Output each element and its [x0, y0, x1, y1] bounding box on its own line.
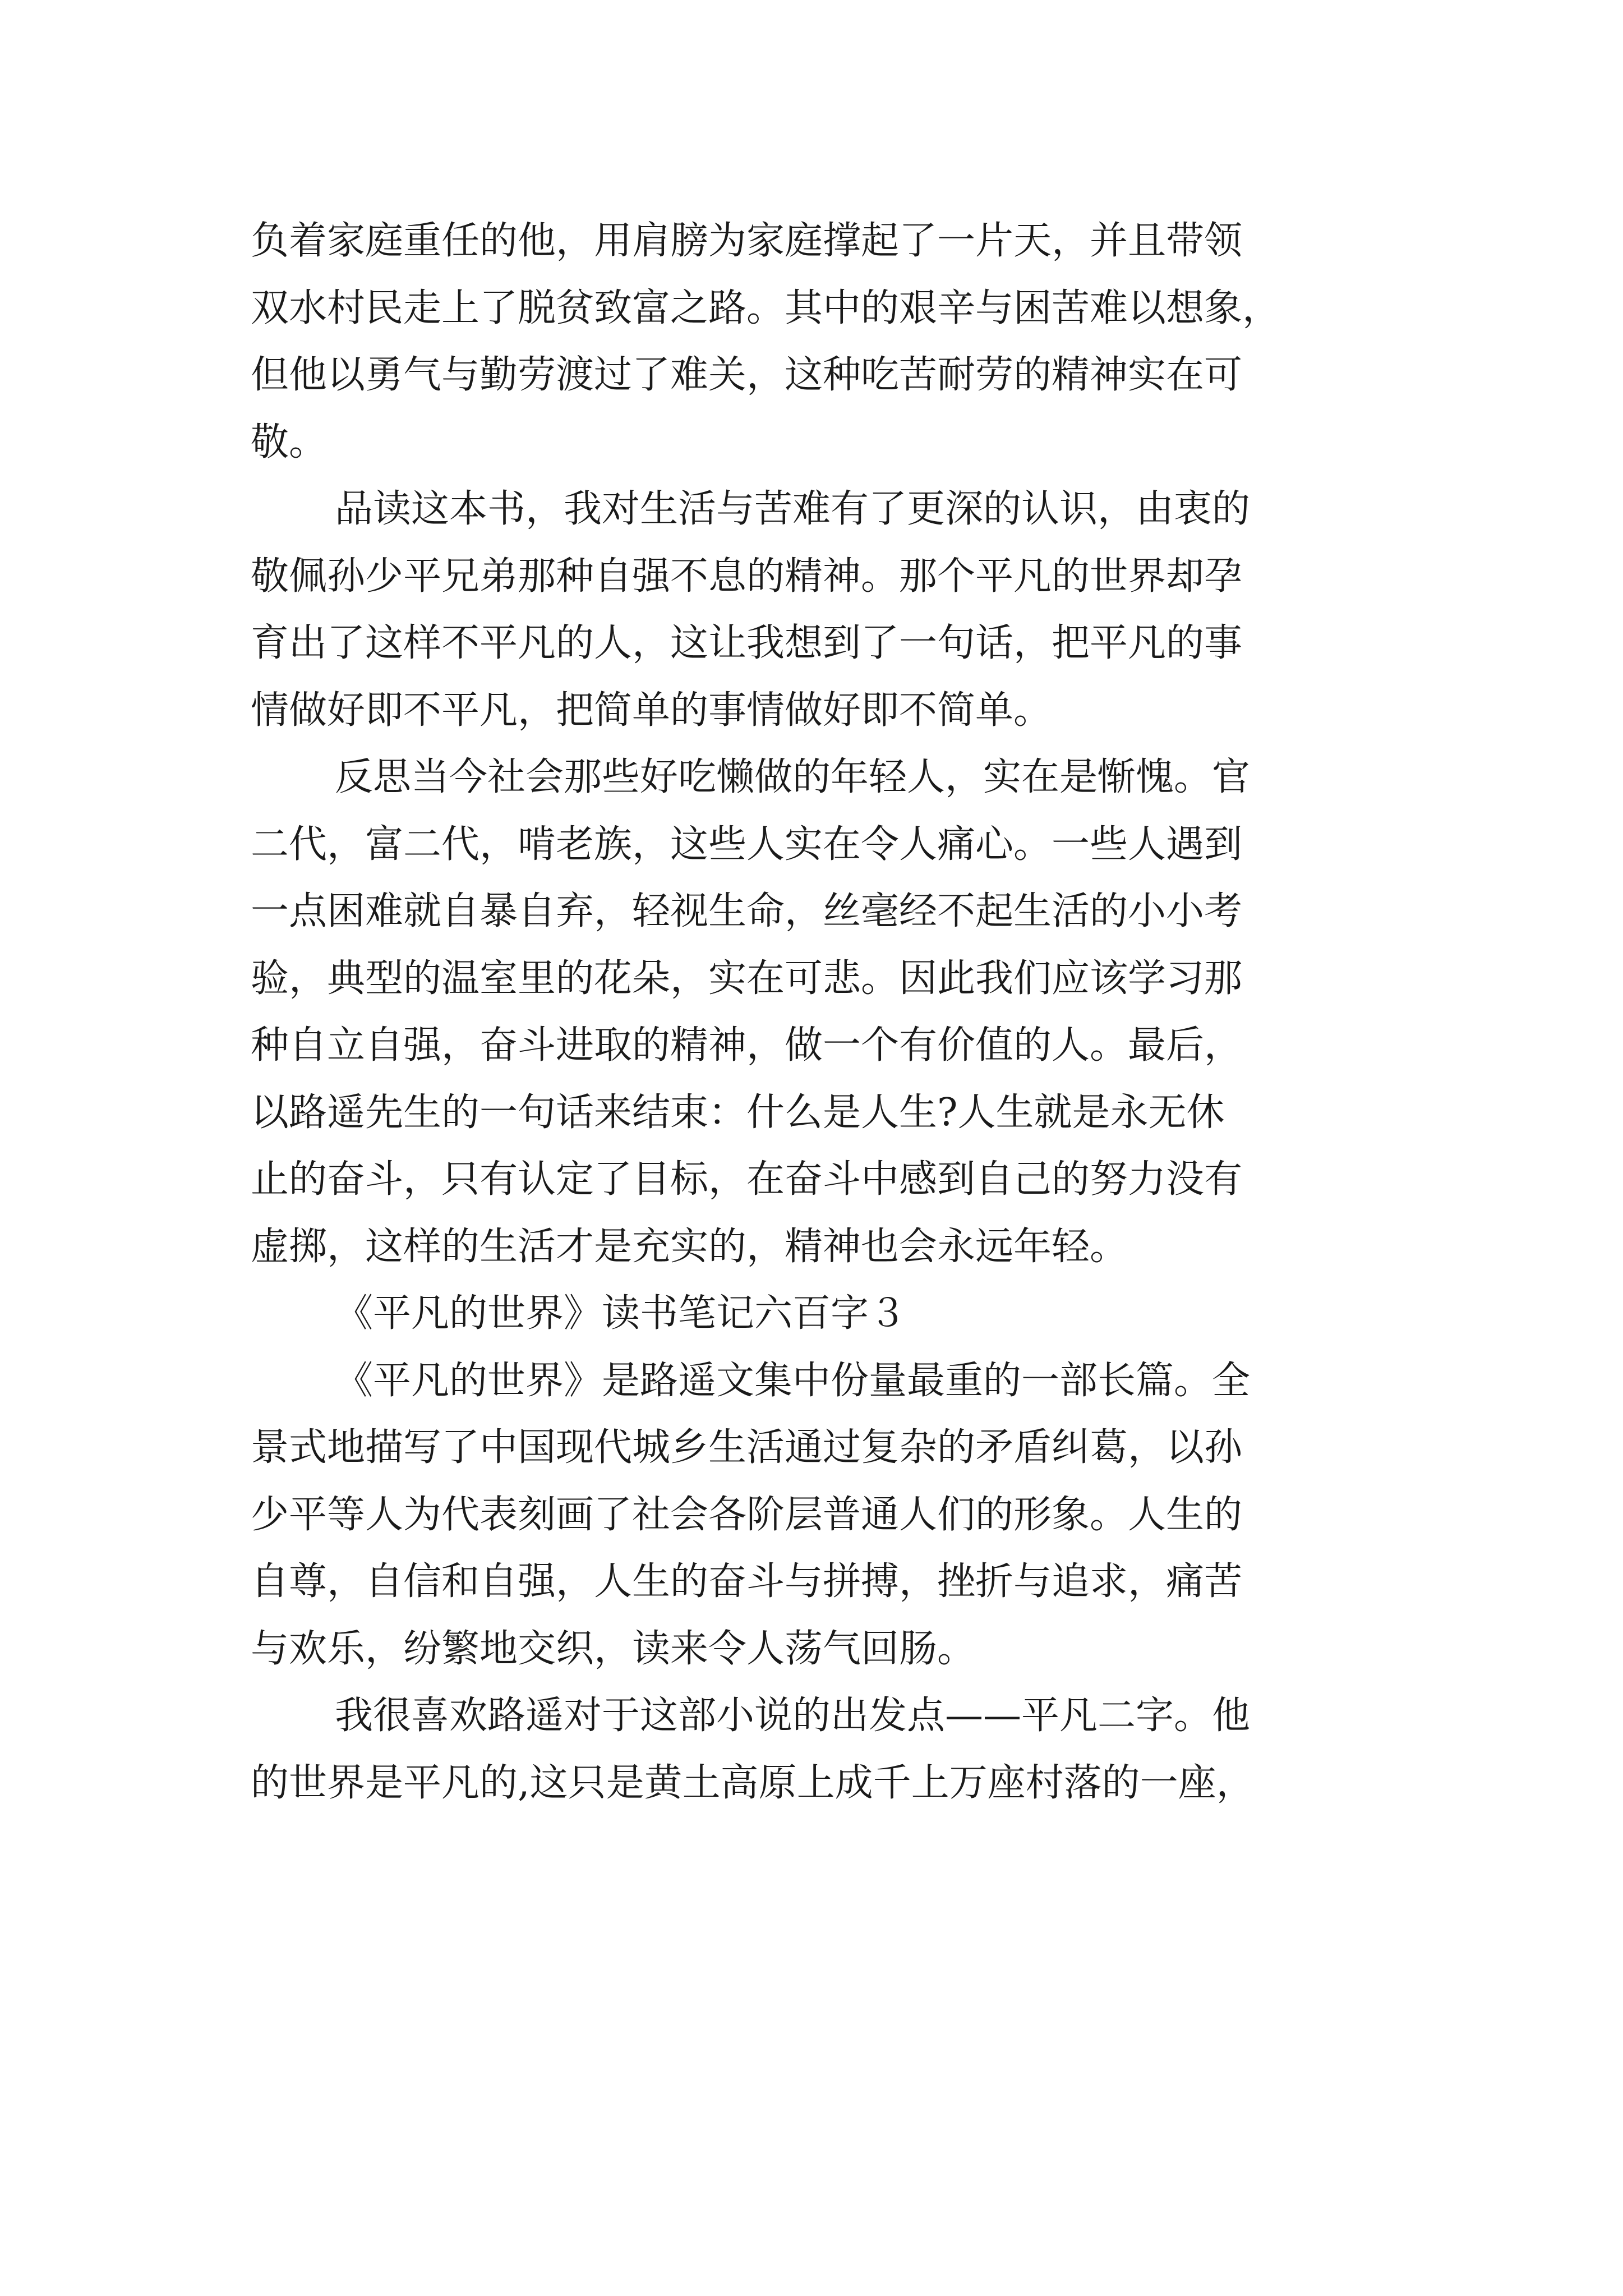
- text-line: 验，典型的温室里的花朵，实在可悲。因此我们应该学习那: [251, 956, 1243, 1001]
- text-line: 《平凡的世界》是路遥文集中份量最重的一部长篇。全: [335, 1358, 1251, 1403]
- text-line: 的世界是平凡的,这只是黄土高原上成千上万座村落的一座，: [251, 1760, 1255, 1805]
- text-line: 止的奋斗，只有认定了目标，在奋斗中感到自己的努力没有: [251, 1157, 1243, 1202]
- text-line: 负着家庭重任的他，用肩膀为家庭撑起了一片天，并且带领: [251, 219, 1243, 263]
- text-line: 一点困难就自暴自弃，轻视生命，丝毫经不起生活的小小考: [251, 889, 1243, 933]
- text-line: 我很喜欢路遥对于这部小说的出发点——平凡二字。他: [335, 1694, 1251, 1738]
- text-line: 种自立自强，奋斗进取的精神，做一个有价值的人。最后，: [251, 1023, 1243, 1068]
- text-line: 反思当今社会那些好吃懒做的年轻人，实在是惭愧。官: [335, 755, 1251, 799]
- text-line: 与欢乐，纷繁地交织，读来令人荡气回肠。: [251, 1626, 976, 1671]
- text-line: 以路遥先生的一句话来结束：什么是人生?人生就是永无休: [251, 1090, 1225, 1135]
- text-line: 虚掷，这样的生活才是充实的，精神也会永远年轻。: [251, 1224, 1128, 1269]
- text-line: 少平等人为代表刻画了社会各阶层普通人们的形象。人生的: [251, 1492, 1243, 1537]
- text-line: 自尊，自信和自强，人生的奋斗与拼搏，挫折与追求，痛苦: [251, 1559, 1243, 1604]
- text-line: 《平凡的世界》读书笔记六百字３: [335, 1291, 907, 1336]
- text-line: 双水村民走上了脱贫致富之路。其中的艰辛与困苦难以想象，: [251, 286, 1281, 330]
- text-line: 但他以勇气与勤劳渡过了难关，这种吃苦耐劳的精神实在可: [251, 353, 1243, 397]
- text-line: 情做好即不平凡，把简单的事情做好即不简单。: [251, 688, 1052, 733]
- body-text: [251, 208, 1440, 1816]
- text-line: 景式地描写了中国现代城乡生活通过复杂的矛盾纠葛，以孙: [251, 1425, 1243, 1470]
- text-line: 二代，富二代，啃老族，这些人实在令人痛心。一些人遇到: [251, 822, 1243, 867]
- text-line: 敬佩孙少平兄弟那种自强不息的精神。那个平凡的世界却孕: [251, 554, 1243, 599]
- text-line: 品读这本书，我对生活与苦难有了更深的认识，由衷的: [335, 487, 1251, 531]
- text-line: 敬。: [251, 420, 328, 464]
- text-line: 育出了这样不平凡的人，这让我想到了一句话，把平凡的事: [251, 621, 1243, 665]
